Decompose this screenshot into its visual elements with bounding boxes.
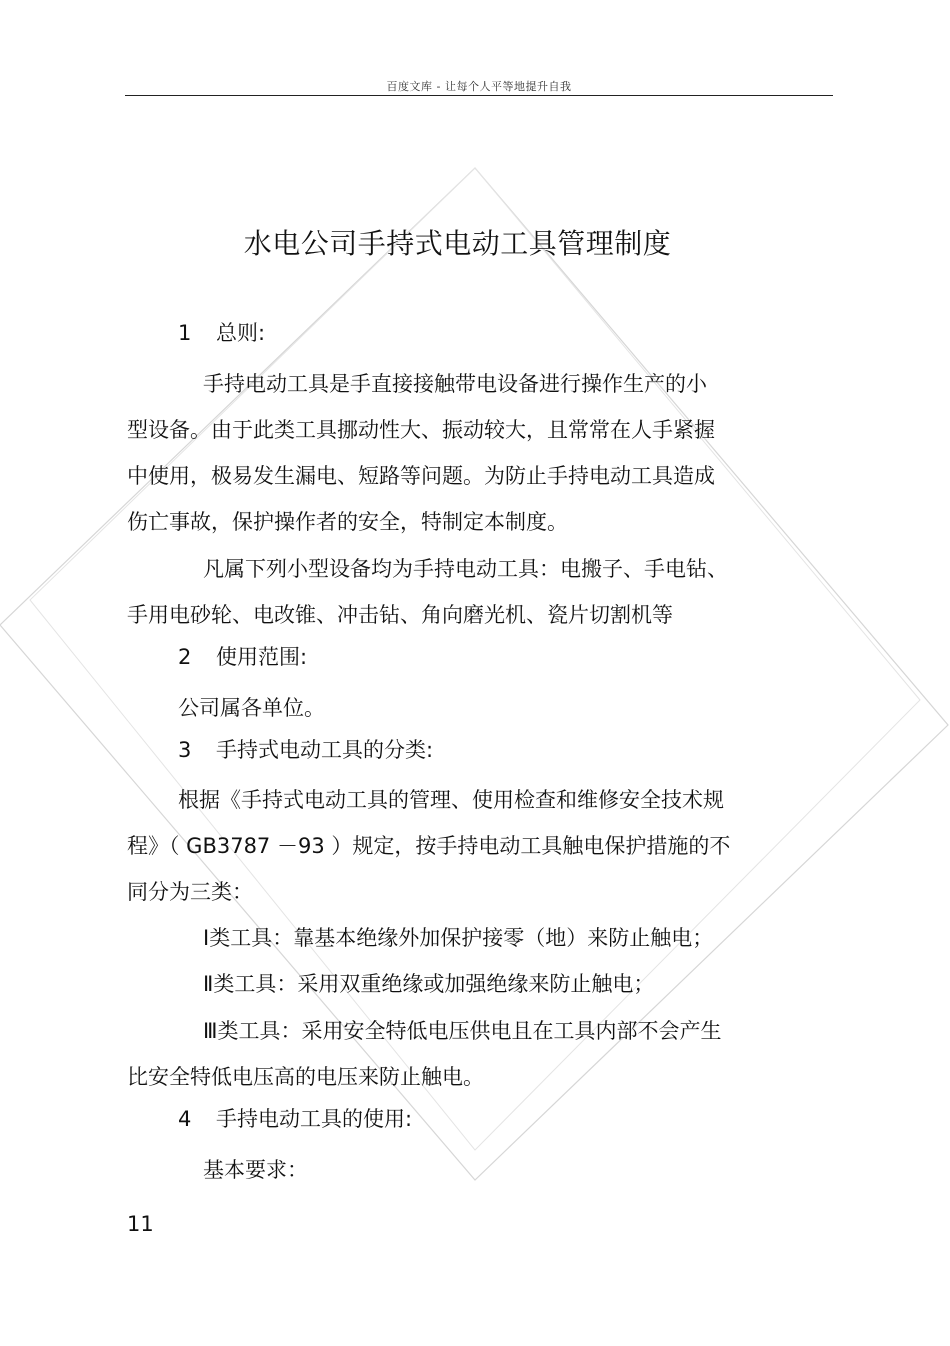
page-header: 百度文库 - 让每个人平等地提升自我 — [386, 80, 572, 93]
section-title: 使用范围: — [216, 645, 308, 669]
list-item: Ⅱ类工具：采用双重绝缘或加强绝缘来防止触电； — [203, 972, 655, 996]
page-number: 11 — [127, 1212, 154, 1236]
section-number: 4 — [178, 1107, 192, 1131]
paragraph-line: 手用电砂轮、电改锥、冲击钻、角向磨光机、瓷片切割机等 — [127, 603, 673, 627]
list-item: Ⅰ类工具：靠基本绝缘外加保护接零（地）来防止触电； — [203, 926, 714, 950]
paragraph-line: 伤亡事故，保护操作者的安全，特制定本制度。 — [127, 510, 568, 534]
section-2-heading — [178, 644, 307, 670]
paragraph-line: 比安全特低电压高的电压来防止触电。 — [127, 1065, 484, 1089]
paragraph-line: 中使用，极易发生漏电、短路等问题。为防止手持电动工具造成 — [127, 464, 715, 488]
section-title: 手持式电动工具的分类: — [216, 738, 434, 762]
paragraph-line: 手持电动工具是手直接接触带电设备进行操作生产的小 — [203, 372, 707, 396]
paragraph-line: 基本要求： — [203, 1158, 308, 1182]
paragraph-line: 程》（ GB3787 －93 ）规定，按手持电动工具触电保护措施的不 — [127, 834, 731, 858]
section-1-heading — [178, 320, 265, 346]
section-3-heading — [178, 737, 433, 763]
paragraph-line: 型设备。由于此类工具挪动性大、振动较大，且常常在人手紧握 — [127, 418, 715, 442]
section-title: 手持电动工具的使用: — [216, 1107, 413, 1131]
paragraph-line: 公司属各单位。 — [178, 696, 325, 720]
section-number: 1 — [178, 321, 192, 345]
section-4-heading — [178, 1106, 412, 1132]
section-number: 3 — [178, 738, 192, 762]
paragraph-line: 根据《手持式电动工具的管理、使用检查和维修安全技术规 — [178, 788, 724, 812]
paragraph-line: 同分为三类： — [127, 880, 253, 904]
paragraph-line: 凡属下列小型设备均为手持电动工具：电搬子、手电钻、 — [203, 557, 728, 581]
section-number: 2 — [178, 645, 192, 669]
document-title: 水电公司手持式电动工具管理制度 — [243, 227, 672, 260]
header-rule — [125, 95, 833, 96]
list-item: Ⅲ类工具：采用安全特低电压供电且在工具内部不会产生 — [203, 1019, 722, 1043]
section-title: 总则: — [216, 321, 266, 345]
